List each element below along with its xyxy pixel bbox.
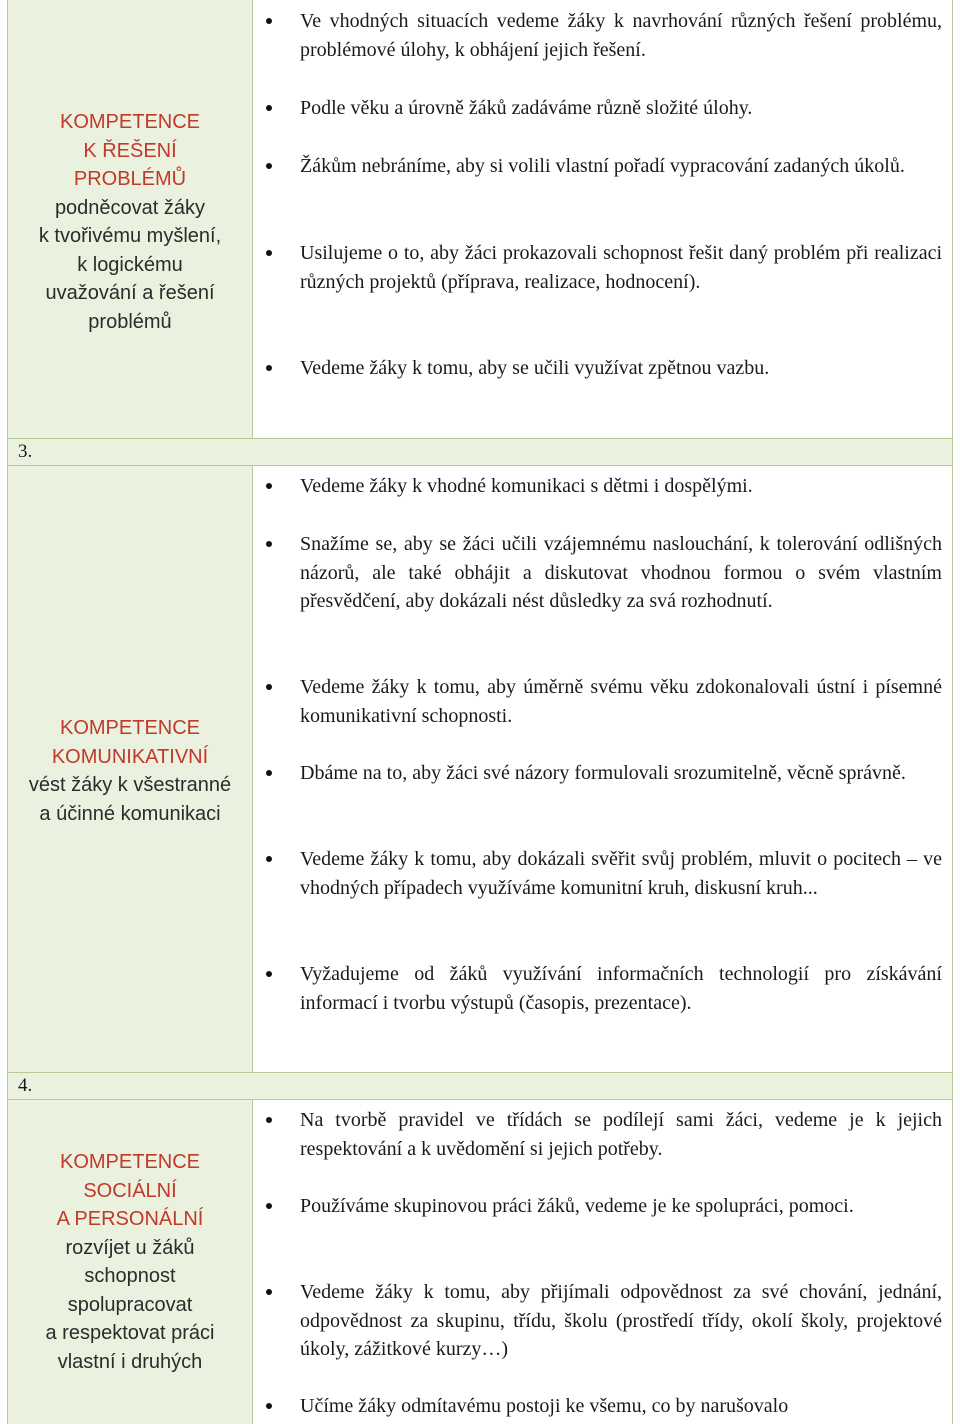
bullet-icon bbox=[266, 365, 272, 371]
competence-desc-line: rozvíjet u žáků bbox=[65, 1236, 195, 1259]
competence-title-line: K ŘEŠENÍ bbox=[83, 139, 177, 162]
competence-title-line: KOMUNIKATIVNÍ bbox=[51, 745, 209, 768]
list-item-text: Podle věku a úrovně žáků zadáváme různě složité úlohy. bbox=[300, 97, 753, 119]
list-item-text: Vedeme žáky k tomu, aby úměrně svému věku zdokonalovali ústní i písemné komunikativní schopnosti. bbox=[300, 676, 942, 727]
bullet-icon bbox=[266, 1117, 272, 1123]
bullet-icon bbox=[266, 971, 272, 977]
competence-desc-line: problémů bbox=[88, 310, 172, 333]
section-number-row bbox=[8, 439, 952, 465]
bullet-icon bbox=[266, 1203, 272, 1209]
competence-label-communication bbox=[8, 714, 252, 828]
table-border-middle bbox=[252, 1100, 253, 1424]
list-item-text: Vyžadujeme od žáků využívání informačních technologií pro získávání informací i tvorbu výstupů (časopis, prezentace). bbox=[300, 963, 942, 1014]
list-item-text: Vedeme žáky k tomu, aby dokázali svěřit svůj problém, mluvit o pocitech – ve vhodných případech využíváme komunitní kruh, diskusní kruh... bbox=[300, 848, 942, 899]
table-border-right bbox=[952, 0, 953, 1424]
competence-label-problem-solving bbox=[8, 108, 252, 336]
competence-label-social bbox=[8, 1148, 252, 1376]
bullet-icon bbox=[266, 105, 272, 111]
list-item-text: Dbáme na to, aby žáci své názory formulovali srozumitelně, věcně správně. bbox=[300, 762, 906, 784]
competence-desc-line: uvažování a řešení bbox=[45, 282, 215, 304]
competence-desc-line: vést žáky k všestranné bbox=[28, 774, 232, 796]
bullet-icon bbox=[266, 163, 272, 169]
competence-desc-line: a respektovat práci bbox=[45, 1322, 215, 1344]
competence-title-line: KOMPETENCE bbox=[59, 1151, 201, 1173]
section-number-row bbox=[8, 1073, 952, 1099]
list-item-text: Snažíme se, aby se žáci učili vzájemnému naslouchání, k tolerování odlišných názorů, ale také obhájit a diskutovat vhodnou formou o svém vlastním přesvědčení, aby dokázali nést důsledky za svá rozhodnutí. bbox=[300, 533, 942, 612]
section-number: 4. bbox=[18, 1075, 33, 1096]
list-item-text: Používáme skupinovou práci žáků, vedeme je ke spolupráci, pomoci. bbox=[300, 1195, 854, 1217]
bullet-icon bbox=[266, 1289, 272, 1295]
section-number: 3. bbox=[18, 441, 33, 462]
competence-title-line: A PERSONÁLNÍ bbox=[56, 1208, 204, 1230]
list-item-text: Vedeme žáky k tomu, aby se učili využívat zpětnou vazbu. bbox=[300, 357, 770, 379]
bullet-icon bbox=[266, 250, 272, 256]
competence-desc-line: podněcovat žáky bbox=[54, 196, 206, 219]
competence-desc-line: spolupracovat bbox=[67, 1293, 193, 1316]
list-item-text: Ve vhodných situacích vedeme žáky k navrhování různých řešení problému, problémové úlohy, k obhájení jejich řešení. bbox=[300, 10, 942, 61]
list-item-text: Vedeme žáky k tomu, aby přijímali odpovědnost za své chování, jednání, odpovědnost za skupinu, třídu, školu (prostředí třídy, okolí školy, projektové úkoly, zážitkové kurzy…) bbox=[300, 1281, 942, 1360]
competence-desc-line: a účinné komunikaci bbox=[39, 802, 221, 825]
bullet-icon bbox=[266, 1403, 272, 1409]
table-border-middle bbox=[252, 466, 253, 1072]
competence-desc-line: k tvořivému myšlení, bbox=[38, 225, 222, 247]
list-item-text: Vedeme žáky k vhodné komunikaci s dětmi i dospělými. bbox=[300, 475, 753, 497]
competence-desc-line: schopnost bbox=[84, 1265, 176, 1287]
bullet-icon bbox=[266, 541, 272, 547]
competence-title-line: SOCIÁLNÍ bbox=[83, 1179, 177, 1202]
list-item-text: Učíme žáky odmítavému postoji ke všemu, co by narušovalo bbox=[300, 1395, 789, 1417]
competence-desc-line: k logickému bbox=[77, 253, 183, 276]
bullet-icon bbox=[266, 483, 272, 489]
competence-title-line: KOMPETENCE bbox=[59, 717, 201, 739]
table-border-middle bbox=[252, 0, 253, 438]
bullet-icon bbox=[266, 856, 272, 862]
competence-title-line: PROBLÉMŮ bbox=[73, 168, 187, 190]
bullet-icon bbox=[266, 770, 272, 776]
list-item-text: Usilujeme o to, aby žáci prokazovali schopnost řešit daný problém při realizaci různých projektů (příprava, realizace, hodnocení). bbox=[300, 242, 942, 293]
list-item-text: Na tvorbě pravidel ve třídách se podílejí sami žáci, vedeme je k jejich respektování a k uvědomění si jejich potřeby. bbox=[300, 1109, 942, 1160]
bullet-icon bbox=[266, 684, 272, 690]
bullet-icon bbox=[266, 18, 272, 24]
list-item-text: Žákům nebráníme, aby si volili vlastní pořadí vypracování zadaných úkolů. bbox=[300, 155, 905, 177]
competence-desc-line: vlastní i druhých bbox=[57, 1350, 203, 1373]
competence-title-line: KOMPETENCE bbox=[59, 111, 201, 133]
